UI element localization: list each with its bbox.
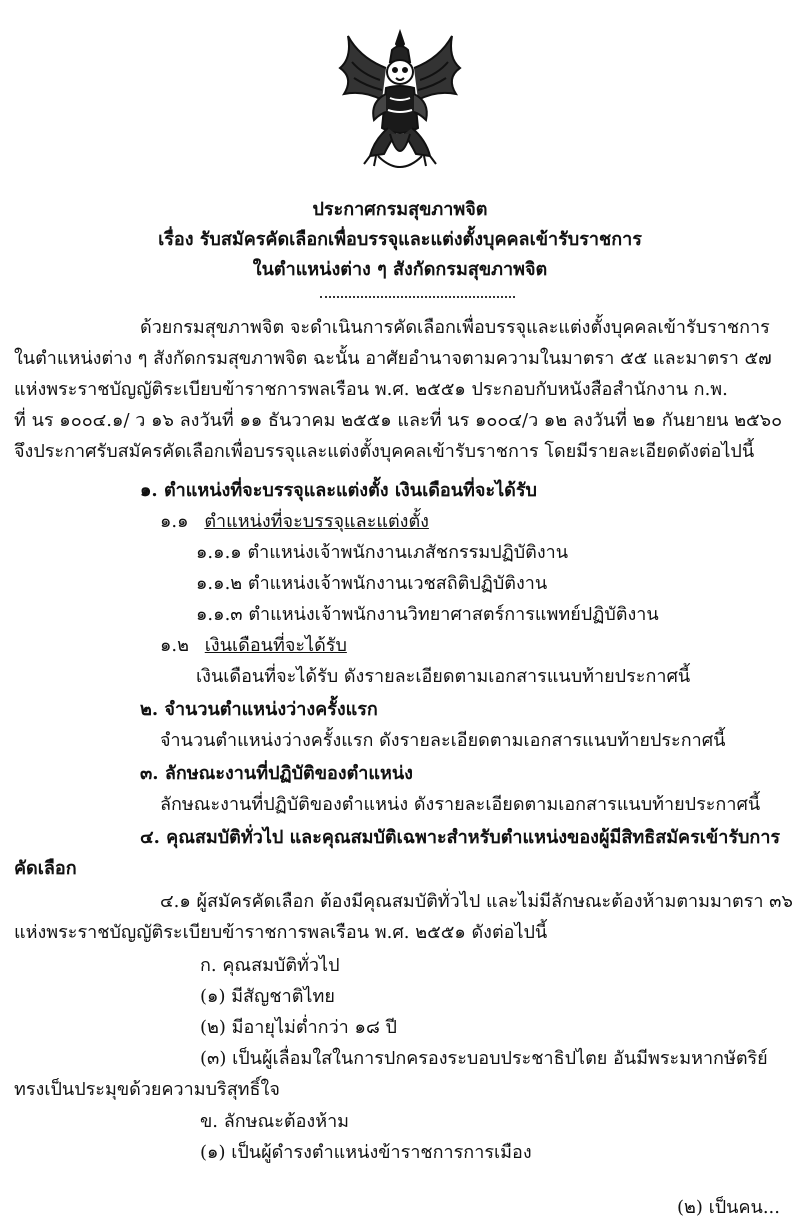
intro-line: จึงประกาศรับสมัครคัดเลือกเพื่อบรรจุและแต่งตั้งบุคคลเข้ารับราชการ โดยมีรายละเอียดดังต่อไปนี้ bbox=[14, 441, 755, 462]
qualification-item-cont: ทรงเป็นประมุขด้วยความบริสุทธิ์ใจ bbox=[14, 1079, 280, 1100]
intro-line: ที่ นร ๑๐๐๔.๑/ ว ๑๖ ลงวันที่ ๑๑ ธันวาคม ๒๕๕๑ และที่ นร ๑๐๐๔/ว ๑๒ ลงวันที่ ๒๑ กันยายน ๒๕๖๐ bbox=[14, 410, 783, 431]
section-4-1-text: ๔.๑ ผู้สมัครคัดเลือก ต้องมีคุณสมบัติทั่วไป และไม่มีลักษณะต้องห้ามตามมาตรา ๓๖ bbox=[160, 891, 793, 912]
section-2-heading: ๒. จำนวนตำแหน่งว่างครั้งแรก bbox=[140, 699, 378, 720]
announcement-subject-line2: ในตำแหน่งต่าง ๆ สังกัดกรมสุขภาพจิต bbox=[252, 259, 548, 280]
qualification-item: (๓) เป็นผู้เลื่อมใสในการปกครองระบอบประชาธิปไตย อันมีพระมหากษัตริย์ bbox=[200, 1048, 768, 1069]
position-item: ๑.๑.๑ ตำแหน่งเจ้าพนักงานเภสัชกรรมปฏิบัติงาน bbox=[196, 542, 569, 563]
announcement-title: ประกาศกรมสุขภาพจิต bbox=[312, 199, 488, 220]
section-1-heading: ๑. ตำแหน่งที่จะบรรจุและแต่งตั้ง เงินเดือนที่จะได้รับ bbox=[140, 480, 537, 501]
salary-text: เงินเดือนที่จะได้รับ ดังรายละเอียดตามเอกสารแนบท้ายประกาศนี้ bbox=[196, 666, 691, 687]
section-1-2-number: ๑.๒ bbox=[160, 635, 190, 656]
section-4-heading: ๔. คุณสมบัติทั่วไป และคุณสมบัติเฉพาะสำหรับตำแหน่งของผู้มีสิทธิสมัครเข้ารับการ bbox=[140, 827, 781, 848]
prohibitions-heading: ข. ลักษณะต้องห้าม bbox=[200, 1111, 350, 1132]
qualification-item: (๒) มีอายุไม่ต่ำกว่า ๑๘ ปี bbox=[200, 1017, 397, 1038]
continuation-marker: (๒) เป็นคน... bbox=[676, 1197, 780, 1218]
section-4-heading-cont: คัดเลือก bbox=[14, 858, 77, 879]
section-2-text: จำนวนตำแหน่งว่างครั้งแรก ดังรายละเอียดตามเอกสารแนบท้ายประกาศนี้ bbox=[160, 730, 726, 751]
section-4-1-text-cont: แห่งพระราชบัญญัติระเบียบข้าราชการพลเรือน พ.ศ. ๒๕๕๑ ดังต่อไปนี้ bbox=[14, 922, 548, 943]
position-item: ๑.๑.๓ ตำแหน่งเจ้าพนักงานวิทยาศาสตร์การแพทย์ปฏิบัติงาน bbox=[196, 604, 659, 625]
general-qualifications-heading: ก. คุณสมบัติทั่วไป bbox=[200, 955, 340, 976]
announcement-subject: เรื่อง รับสมัครคัดเลือกเพื่อบรรจุและแต่งตั้งบุคคลเข้ารับราชการ bbox=[158, 229, 642, 250]
garuda-emblem-icon bbox=[330, 28, 470, 180]
section-1-1-number: ๑.๑ bbox=[160, 511, 189, 532]
section-1-1-heading bbox=[160, 510, 429, 534]
section-1-2-heading bbox=[160, 634, 347, 658]
title-divider bbox=[320, 296, 515, 298]
position-item: ๑.๑.๒ ตำแหน่งเจ้าพนักงานเวชสถิติปฏิบัติงาน bbox=[196, 573, 548, 594]
qualification-item: (๑) มีสัญชาติไทย bbox=[200, 986, 335, 1007]
section-1-1-title: ตำแหน่งที่จะบรรจุและแต่งตั้ง bbox=[204, 511, 429, 532]
prohibition-item: (๑) เป็นผู้ดำรงตำแหน่งข้าราชการการเมือง bbox=[200, 1142, 532, 1163]
intro-line: ด้วยกรมสุขภาพจิต จะดำเนินการคัดเลือกเพื่อบรรจุและแต่งตั้งบุคคลเข้ารับราชการ bbox=[140, 317, 770, 338]
section-3-text: ลักษณะงานที่ปฏิบัติของตำแหน่ง ดังรายละเอียดตามเอกสารแนบท้ายประกาศนี้ bbox=[160, 794, 761, 815]
section-3-heading: ๓. ลักษณะงานที่ปฏิบัติของตำแหน่ง bbox=[140, 763, 413, 784]
intro-line: แห่งพระราชบัญญัติระเบียบข้าราชการพลเรือน พ.ศ. ๒๕๕๑ ประกอบกับหนังสือสำนักงาน ก.พ. bbox=[14, 379, 728, 400]
section-1-2-title: เงินเดือนที่จะได้รับ bbox=[204, 635, 347, 656]
intro-line: ในตำแหน่งต่าง ๆ สังกัดกรมสุขภาพจิต ฉะนั้น อาศัยอำนาจตามความในมาตรา ๕๕ และมาตรา ๕๗ bbox=[14, 348, 772, 369]
